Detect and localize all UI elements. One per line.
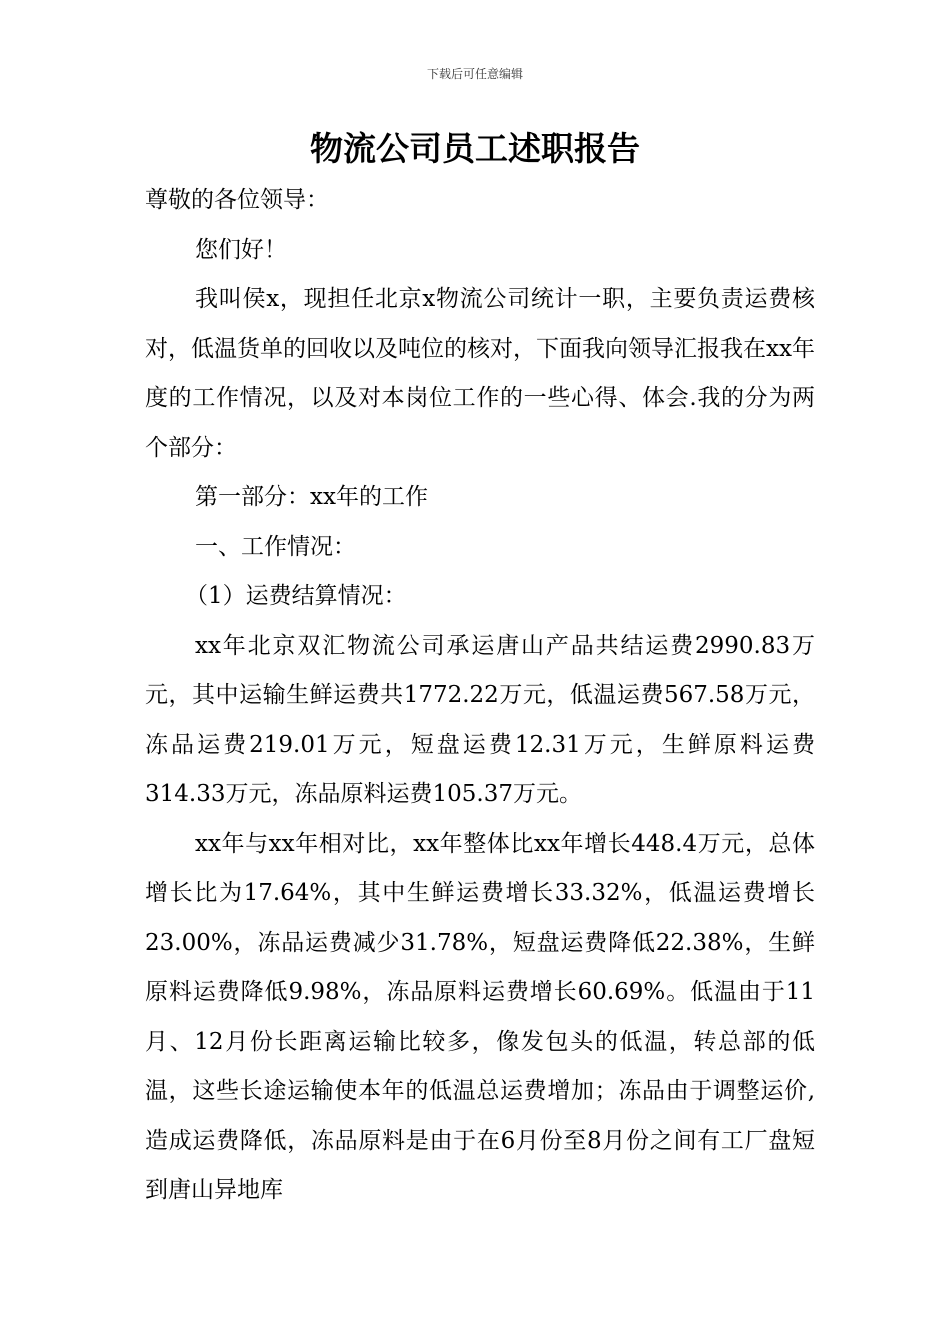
paragraph-introduction: 我叫侯x，现担任北京x物流公司统计一职，主要负责运费核对，低温货单的回收以及吨位的核对，下面我向领导汇报我在xx年度的工作情况，以及对本岗位工作的一些心得、体会.我的分为两个部分： [145, 286, 815, 461]
page-header-note: 下载后可任意编辑 [426, 67, 523, 81]
salutation: 尊敬的各位领导： [145, 187, 329, 213]
subsection-heading-work-status: 一、工作情况： [195, 533, 356, 560]
document-body [145, 176, 815, 1216]
paragraph-freight-totals: xx年北京双汇物流公司承运唐山产品共结运费2990.83万元，其中运输生鲜运费共1772.22万元，低温运费567.58万元，冻品运费219.01万元，短盘运费12.31万元，生鲜原料运费314.33万元，冻品原料运费105.37万元。 [145, 632, 815, 807]
document-title: 物流公司员工述职报告 [310, 129, 640, 168]
paragraph-year-comparison: xx年与xx年相对比，xx年整体比xx年增长448.4万元，总体增长比为17.64%，其中生鲜运费增长33.32%，低温运费增长23.00%，冻品运费减少31.78%，短盘运费降低22.38%，生鲜原料运费降低9.98%，冻品原料运费增长60.69%。低温由于11月、12月份长距离运输比较多，像发包头的低温，转总部的低温，这些长途运输使本年的低温总运费增加；冻品由于调整运价,造成运费降低，冻品原料是由于在6月份至8月份之间有工厂盘短到唐山异地库 [145, 830, 815, 1203]
greeting: 您们好！ [195, 236, 287, 263]
item-heading-freight-settlement: （1）运费结算情况： [185, 583, 407, 609]
section-heading-part-one: 第一部分：xx年的工作 [195, 484, 428, 510]
